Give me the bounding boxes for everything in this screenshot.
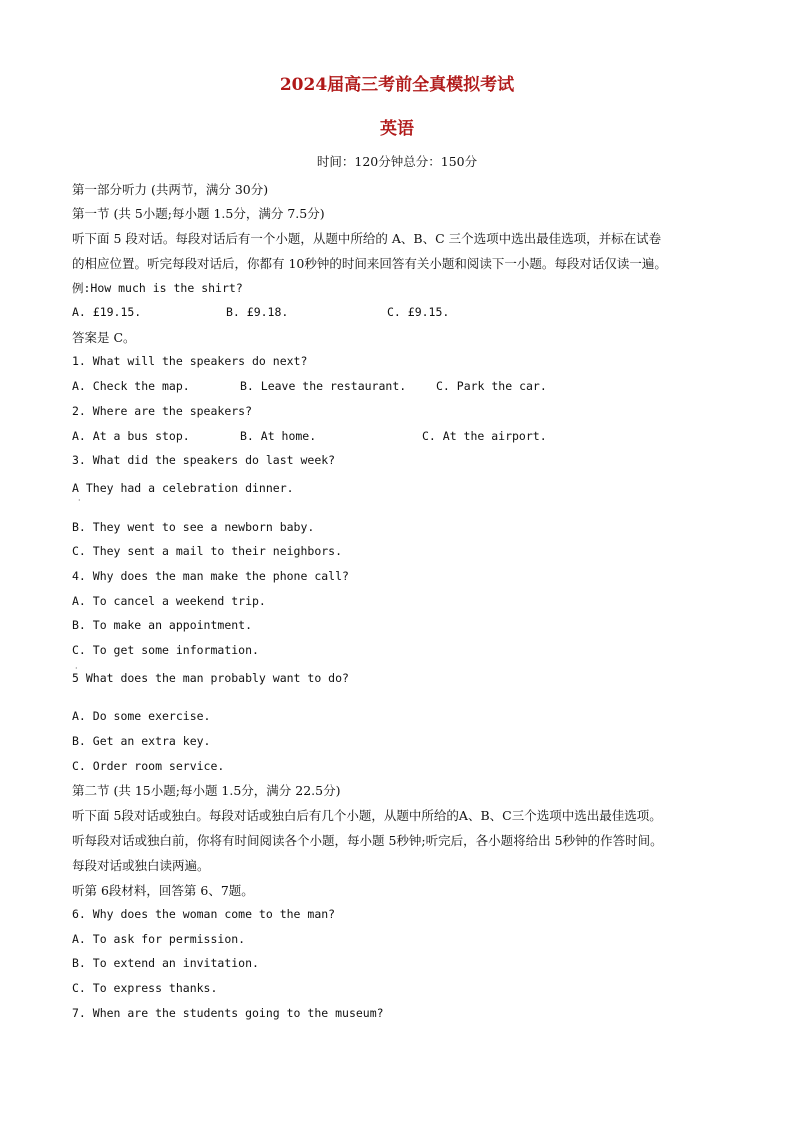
question-option: B. To extend an invitation. bbox=[72, 956, 259, 970]
question-option: C. They sent a mail to their neighbors. bbox=[72, 544, 343, 558]
question-stem: 5 What does the man probably want to do? bbox=[72, 671, 349, 685]
section2-heading: 第二节 (共 15小题;每小题 1.5分，满分 22.5分) bbox=[72, 783, 341, 798]
question-option: A. At a bus stop. bbox=[72, 429, 190, 443]
question-option: A. Check the map. bbox=[72, 379, 190, 393]
example-answer: 答案是 C。 bbox=[72, 330, 136, 345]
time-score-info: 时间：120分钟总分：150分 bbox=[316, 154, 478, 169]
section2-instruction-line: 听下面 5段对话或独白。每段对话或独白后有几个小题，从题中所给的A、B、C三个选项中选出最佳选项。 bbox=[72, 808, 662, 823]
question-option: C. At the airport. bbox=[422, 429, 547, 443]
stray-mark: · bbox=[75, 664, 78, 673]
question-stem: 7. When are the students going to the museum? bbox=[72, 1006, 384, 1020]
question-stem: 2. Where are the speakers? bbox=[72, 404, 253, 418]
section2-instruction-line: 听每段对话或独白前，你将有时间阅读各个小题，每小题 5秒钟;听完后，各小题将给出 5秒钟的作答时间。 bbox=[72, 833, 663, 848]
stray-mark: · bbox=[78, 496, 81, 505]
example-question: 例:How much is the shirt? bbox=[72, 281, 243, 295]
exam-title: 2024届高三考前全真模拟考试 bbox=[279, 75, 515, 95]
question-option: B. To make an appointment. bbox=[72, 618, 253, 632]
example-option: A. £19.15. bbox=[72, 305, 142, 319]
question-option: A. To ask for permission. bbox=[72, 932, 246, 946]
question-option: B. Get an extra key. bbox=[72, 734, 211, 748]
question-option: A. To cancel a weekend trip. bbox=[72, 594, 266, 608]
question-stem: 6. Why does the woman come to the man? bbox=[72, 907, 336, 921]
question-option: A. Do some exercise. bbox=[72, 709, 211, 723]
section1-heading: 第一节 (共 5小题;每小题 1.5分，满分 7.5分) bbox=[72, 206, 325, 221]
example-option: B. £9.18. bbox=[226, 305, 289, 319]
question-option: C. To express thanks. bbox=[72, 981, 218, 995]
question-stem: 4. Why does the man make the phone call? bbox=[72, 569, 349, 583]
subject-title: 英语 bbox=[380, 119, 414, 139]
section1-instruction-line: 听下面 5 段对话。每段对话后有一个小题，从题中所给的 A、B、C 三个选项中选出最佳选项，并标在试卷 bbox=[72, 231, 662, 246]
question-option: B. Leave the restaurant. bbox=[240, 379, 407, 393]
question-stem: 3. What did the speakers do last week? bbox=[72, 453, 336, 467]
question-option: A They had a celebration dinner. bbox=[72, 481, 294, 495]
material-heading: 听第 6段材料，回答第 6、7题。 bbox=[72, 883, 254, 898]
question-stem: 1. What will the speakers do next? bbox=[72, 354, 308, 368]
example-option: C. £9.15. bbox=[387, 305, 450, 319]
question-option: B. At home. bbox=[240, 429, 317, 443]
question-option: B. They went to see a newborn baby. bbox=[72, 520, 315, 534]
part1-heading: 第一部分听力 (共两节，满分 30分) bbox=[72, 182, 269, 197]
question-option: C. To get some information. bbox=[72, 643, 259, 657]
section1-instruction-line: 的相应位置。听完每段对话后，你都有 10秒钟的时间来回答有关小题和阅读下一小题。每段对话仅读一遍。 bbox=[72, 256, 667, 271]
section2-instruction-line: 每段对话或独白读两遍。 bbox=[72, 858, 210, 873]
question-option: C. Order room service. bbox=[72, 759, 225, 773]
question-option: C. Park the car. bbox=[436, 379, 547, 393]
